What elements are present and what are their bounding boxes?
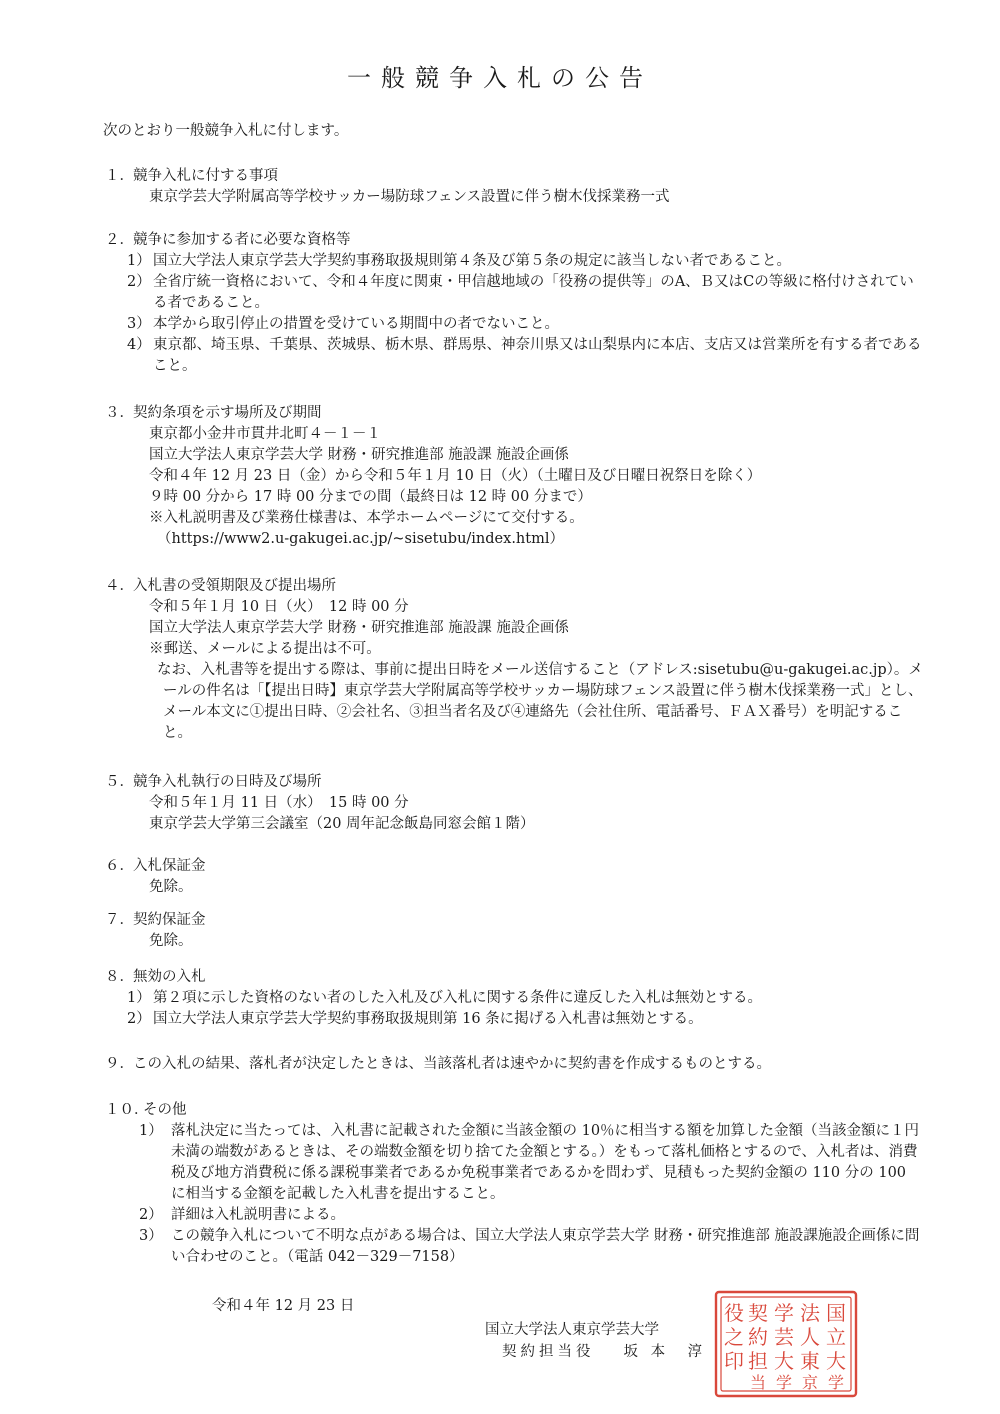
section-heading: その他 bbox=[143, 1102, 187, 1118]
svg-text:東: 東 bbox=[800, 1349, 820, 1373]
datetime-line: 令和５年１月 11 日（水） 15 時 00 分 bbox=[149, 795, 409, 811]
list-item bbox=[105, 335, 925, 377]
note-line: ※入札説明書及び業務仕様書は、本学ホームページにて交付する。 bbox=[149, 510, 584, 526]
place-line: 東京学芸大学第三会議室（20 周年記念飯島同窓会館１階） bbox=[149, 816, 535, 832]
item-text: 国立大学法人東京学芸大学契約事務取扱規則第４条及び第５条の規定に該当しない者であること。 bbox=[153, 253, 791, 269]
section-1 bbox=[105, 166, 925, 208]
svg-text:約: 約 bbox=[748, 1325, 768, 1349]
item-mark: 2） bbox=[127, 274, 151, 290]
svg-text:大: 大 bbox=[774, 1349, 794, 1373]
item-mark: 4） bbox=[127, 337, 151, 353]
svg-text:立: 立 bbox=[826, 1325, 846, 1349]
section-heading: 契約保証金 bbox=[133, 912, 206, 928]
officer-line bbox=[502, 1342, 706, 1363]
item-mark: 1） bbox=[127, 253, 151, 269]
intro-text: 次のとおり一般競争入札に付します。 bbox=[103, 123, 349, 139]
svg-text:学: 学 bbox=[827, 1373, 845, 1392]
item-text: 詳細は入札説明書による。 bbox=[171, 1207, 345, 1223]
svg-text:人: 人 bbox=[800, 1325, 820, 1349]
section-number: １０． bbox=[105, 1102, 149, 1118]
item-text: 落札決定に当たっては、入札書に記載された金額に当該金額の 10％に相当する額を加算した金額（当該金額に１円未満の端数があるときは、その端数金額を切り捨てた金額とする。）をもって落札価格とするので、入札者は、消費税及び地方消費税に係る課税事業者であるか免税事業者であるかを問わず、見積もった契約金額の 110 分の 100 に相当する金額を記載した入札書を提出すること。 bbox=[171, 1123, 920, 1202]
item-mark: 1） bbox=[127, 990, 151, 1006]
svg-text:国: 国 bbox=[826, 1301, 846, 1325]
list-item bbox=[105, 1009, 925, 1030]
item-text: この競争入札について不明な点がある場合は、国立大学法人東京学芸大学 財務・研究推進部 施設課施設企画係に問い合わせのこと。（電話 042－329－7158） bbox=[171, 1228, 920, 1265]
list-item bbox=[105, 272, 925, 314]
item-mark: 2） bbox=[127, 1011, 151, 1027]
notice-title: 一般競争入札の公告 bbox=[347, 64, 653, 92]
section-9 bbox=[105, 1054, 925, 1075]
section-body: 免除。 bbox=[149, 933, 193, 949]
svg-text:学: 学 bbox=[775, 1373, 793, 1392]
svg-text:京: 京 bbox=[801, 1373, 819, 1392]
item-mark: 2） bbox=[139, 1207, 163, 1223]
section-5 bbox=[105, 772, 925, 835]
svg-text:担: 担 bbox=[748, 1349, 768, 1373]
item-text: 全省庁統一資格において、令和４年度に関東・甲信越地域の「役務の提供等」のA、Ｂ又はCの等級に格付けされている者であること。 bbox=[153, 274, 914, 311]
list-item bbox=[105, 314, 925, 335]
office-line: 国立大学法人東京学芸大学 財務・研究推進部 施設課 施設企画係 bbox=[149, 620, 569, 636]
url-link[interactable]: （https://www2.u-gakugei.ac.jp/~sisetubu/index.html） bbox=[157, 531, 564, 547]
section-number: ５． bbox=[105, 774, 134, 790]
list-item bbox=[105, 988, 925, 1009]
item-text: 東京都、埼玉県、千葉県、茨城県、栃木県、群馬県、神奈川県又は山梨県内に本店、支店又は営業所を有する者であること。 bbox=[153, 337, 922, 374]
section-heading: この入札の結果、落札者が決定したときは、当該落札者は速やかに契約書を作成するものとする。 bbox=[133, 1056, 771, 1072]
office-line: 国立大学法人東京学芸大学 財務・研究推進部 施設課 施設企画係 bbox=[149, 447, 569, 463]
notice-date: 令和４年 12 月 23 日 bbox=[212, 1298, 355, 1314]
svg-text:当: 当 bbox=[749, 1373, 767, 1392]
submission-note: なお、入札書等を提出する際は、事前に提出日時をメール送信すること（アドレス:sisetubu@u-gakugei.ac.jp）。メールの件名は「【提出日時】東京学芸大学附属高等学校サッカー場防球フェンス設置に伴う樹木伐採業務一式」とし、メール本文に①提出日時、②会社名、③担当者名及び④連絡先（会社住所、電話番号、ＦＡＸ番号）を明記すること。 bbox=[157, 662, 923, 741]
period-line: 令和４年 12 月 23 日（金）から令和５年１月 10 日（火）（土曜日及び日曜日祝祭日を除く） bbox=[149, 468, 762, 484]
section-7 bbox=[105, 910, 925, 952]
section-8 bbox=[105, 967, 925, 1030]
svg-text:学: 学 bbox=[774, 1301, 794, 1325]
section-heading: 入札保証金 bbox=[133, 858, 206, 874]
organization-name: 国立大学法人東京学芸大学 bbox=[485, 1322, 659, 1338]
section-heading: 無効の入札 bbox=[133, 969, 206, 985]
svg-text:印: 印 bbox=[724, 1349, 744, 1373]
section-heading: 競争に参加する者に必要な資格等 bbox=[133, 232, 351, 248]
deadline-line: 令和５年１月 10 日（火） 12 時 00 分 bbox=[149, 599, 409, 615]
section-3 bbox=[105, 403, 925, 550]
item-mark: 1） bbox=[139, 1123, 163, 1139]
svg-text:大: 大 bbox=[826, 1349, 846, 1373]
svg-text:契: 契 bbox=[748, 1301, 768, 1325]
list-item bbox=[105, 251, 925, 272]
officer-role: 契約担当役 bbox=[502, 1344, 595, 1360]
item-mark: 3） bbox=[127, 316, 151, 332]
address-line: 東京都小金井市貫井北町４－１－１ bbox=[149, 426, 381, 442]
list-item bbox=[105, 1205, 925, 1226]
section-number: ９． bbox=[105, 1056, 134, 1072]
section-number: ７． bbox=[105, 912, 134, 928]
section-number: ６． bbox=[105, 858, 134, 874]
item-mark: 3） bbox=[139, 1228, 163, 1244]
svg-text:之: 之 bbox=[724, 1325, 744, 1349]
section-number: ２． bbox=[105, 232, 134, 248]
svg-text:役: 役 bbox=[724, 1301, 744, 1325]
section-heading: 入札書の受領期限及び提出場所 bbox=[133, 578, 336, 594]
section-heading: 契約条項を示す場所及び期間 bbox=[133, 405, 322, 421]
section-heading: 競争入札執行の日時及び場所 bbox=[133, 774, 322, 790]
section-body: 東京学芸大学附属高等学校サッカー場防球フェンス設置に伴う樹木伐採業務一式 bbox=[149, 189, 670, 205]
section-number: ８． bbox=[105, 969, 134, 985]
item-text: 第２項に示した資格のない者のした入札及び入札に関する条件に違反した入札は無効とする。 bbox=[153, 990, 762, 1006]
section-body: 免除。 bbox=[149, 879, 193, 895]
official-seal bbox=[712, 1288, 860, 1400]
item-text: 国立大学法人東京学芸大学契約事務取扱規則第 16 条に掲げる入札書は無効とする。 bbox=[153, 1011, 703, 1027]
section-number: ３． bbox=[105, 405, 134, 421]
section-10 bbox=[105, 1100, 925, 1268]
section-number: ４． bbox=[105, 578, 134, 594]
section-number: １． bbox=[105, 168, 134, 184]
list-item bbox=[105, 1226, 925, 1268]
officer-name: 坂 本 淳 bbox=[623, 1344, 707, 1360]
hours-line: ９時 00 分から 17 時 00 分までの間（最終日は 12 時 00 分まで） bbox=[149, 489, 592, 505]
section-4 bbox=[105, 576, 925, 744]
svg-text:法: 法 bbox=[800, 1301, 820, 1325]
section-6 bbox=[105, 856, 925, 898]
list-item bbox=[105, 1121, 925, 1205]
item-text: 本学から取引停止の措置を受けている期間中の者でないこと。 bbox=[153, 316, 559, 332]
note-line: ※郵送、メールによる提出は不可。 bbox=[149, 641, 381, 657]
section-heading: 競争入札に付する事項 bbox=[133, 168, 278, 184]
section-2 bbox=[105, 230, 925, 377]
svg-text:芸: 芸 bbox=[774, 1325, 794, 1349]
